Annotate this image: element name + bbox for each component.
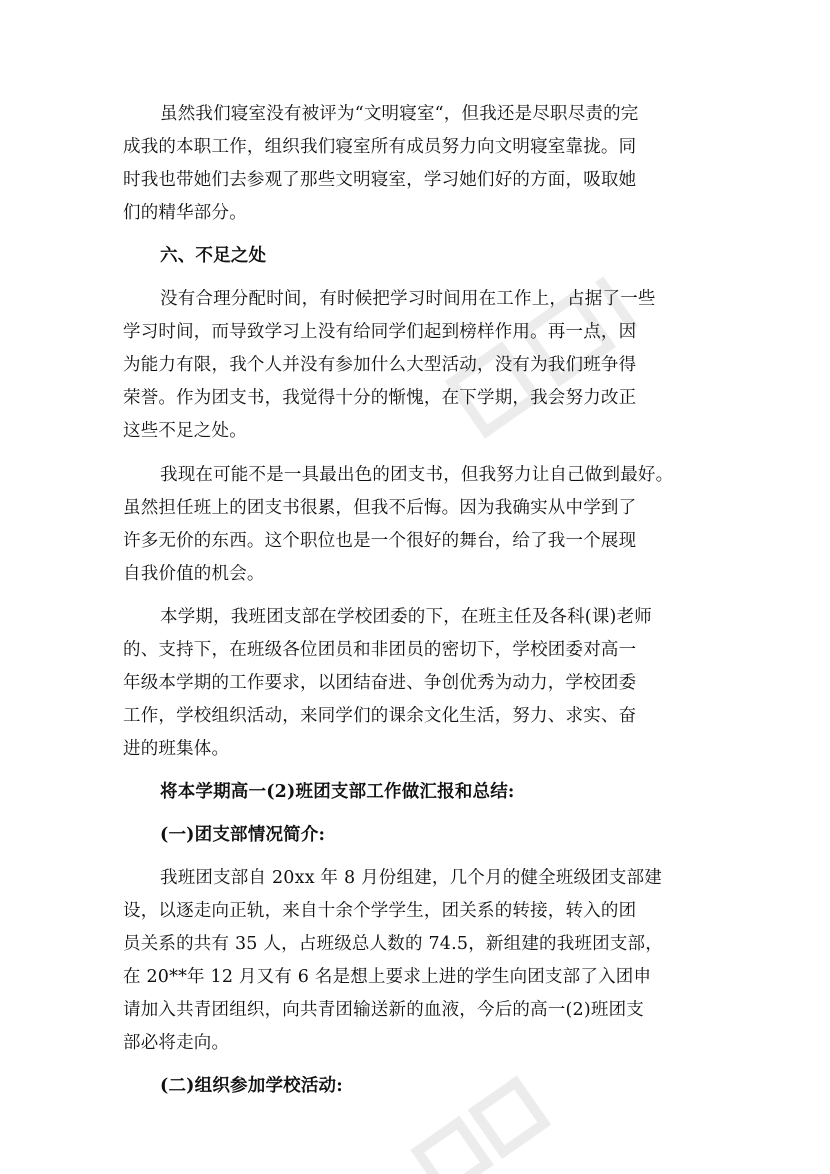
paragraph-line: 许多无价的东西。这个职位也是一个很好的舞台，给了我一个展现 [123, 531, 637, 551]
paragraph-line: 们的精华部分。 [123, 203, 247, 223]
paragraph-line: 自我价值的机会。 [123, 564, 265, 584]
paragraph-line: 学习时间，而导致学习上没有给同学们起到榜样作用。再一点，因 [123, 322, 637, 342]
paragraph-line: 荣誉。作为团支书，我觉得十分的惭愧，在下学期，我会努力改正 [123, 388, 637, 408]
paragraph-line: 这些不足之处。 [123, 421, 247, 441]
paragraph-line: 为能力有限，我个人并没有参加什么大型活动，没有为我们班争得 [123, 355, 637, 375]
paragraph-line: 虽然担任班上的团支书很累，但我不后悔。因为我确实从中学到了 [123, 498, 637, 518]
paragraph-line: 员关系的共有 35 人，占班级总人数的 74.5，新组建的我班团支部， [123, 934, 663, 954]
paragraph-line: 本学期，我班团支部在学校团委的下，在班主任及各科(课)老师 [160, 607, 652, 627]
paragraph-line: 部必将走向。 [123, 1033, 230, 1053]
paragraph-line: 在 20**年 12 月又有 6 名是想上要求上进的学生向团支部了入团申 [123, 967, 652, 987]
paragraph-line: 时我也带她们去参观了那些文明寝室，学习她们好的方面，吸取她 [123, 170, 637, 190]
paragraph-line: 设，以逐走向正轨，来自十余个学学生，团关系的转接，转入的团 [123, 901, 637, 921]
paragraph-line: 年级本学期的工作要求，以团结奋进、争创优秀为动力，学校团委 [123, 673, 637, 693]
paragraph-line: 我现在可能不是一具最出色的团支书，但我努力让自己做到最好。 [160, 465, 674, 485]
paragraph-line: 虽然我们寝室没有被评为“文明寝室“，但我还是尽职尽责的完 [160, 104, 639, 124]
paragraph-line: 进的班集体。 [123, 739, 230, 759]
section-heading: (二)组织参加学校活动: [160, 1076, 343, 1096]
section-heading: (一)团支部情况简介: [160, 825, 326, 845]
paragraph-line: 我班团支部自 20xx 年 8 月份组建，几个月的健全班级团支部建 [160, 868, 662, 888]
section-heading: 将本学期高一(2)班团支部工作做汇报和总结: [160, 782, 515, 802]
paragraph-line: 没有合理分配时间，有时候把学习时间用在工作上，占据了一些 [160, 289, 656, 309]
paragraph-line: 请加入共青团组织，向共青团输送新的血液，今后的高一(2)班团支 [123, 1000, 644, 1020]
paragraph-line: 成我的本职工作，组织我们寝室所有成员努力向文明寝室靠拢。同 [123, 137, 637, 157]
section-heading: 六、不足之处 [160, 246, 267, 266]
paragraph-line: 的、支持下，在班级各位团员和非团员的密切下，学校团委对高一 [123, 640, 637, 660]
paragraph-line: 工作，学校组织活动，来同学们的课余文化生活，努力、求实、奋 [123, 706, 637, 726]
